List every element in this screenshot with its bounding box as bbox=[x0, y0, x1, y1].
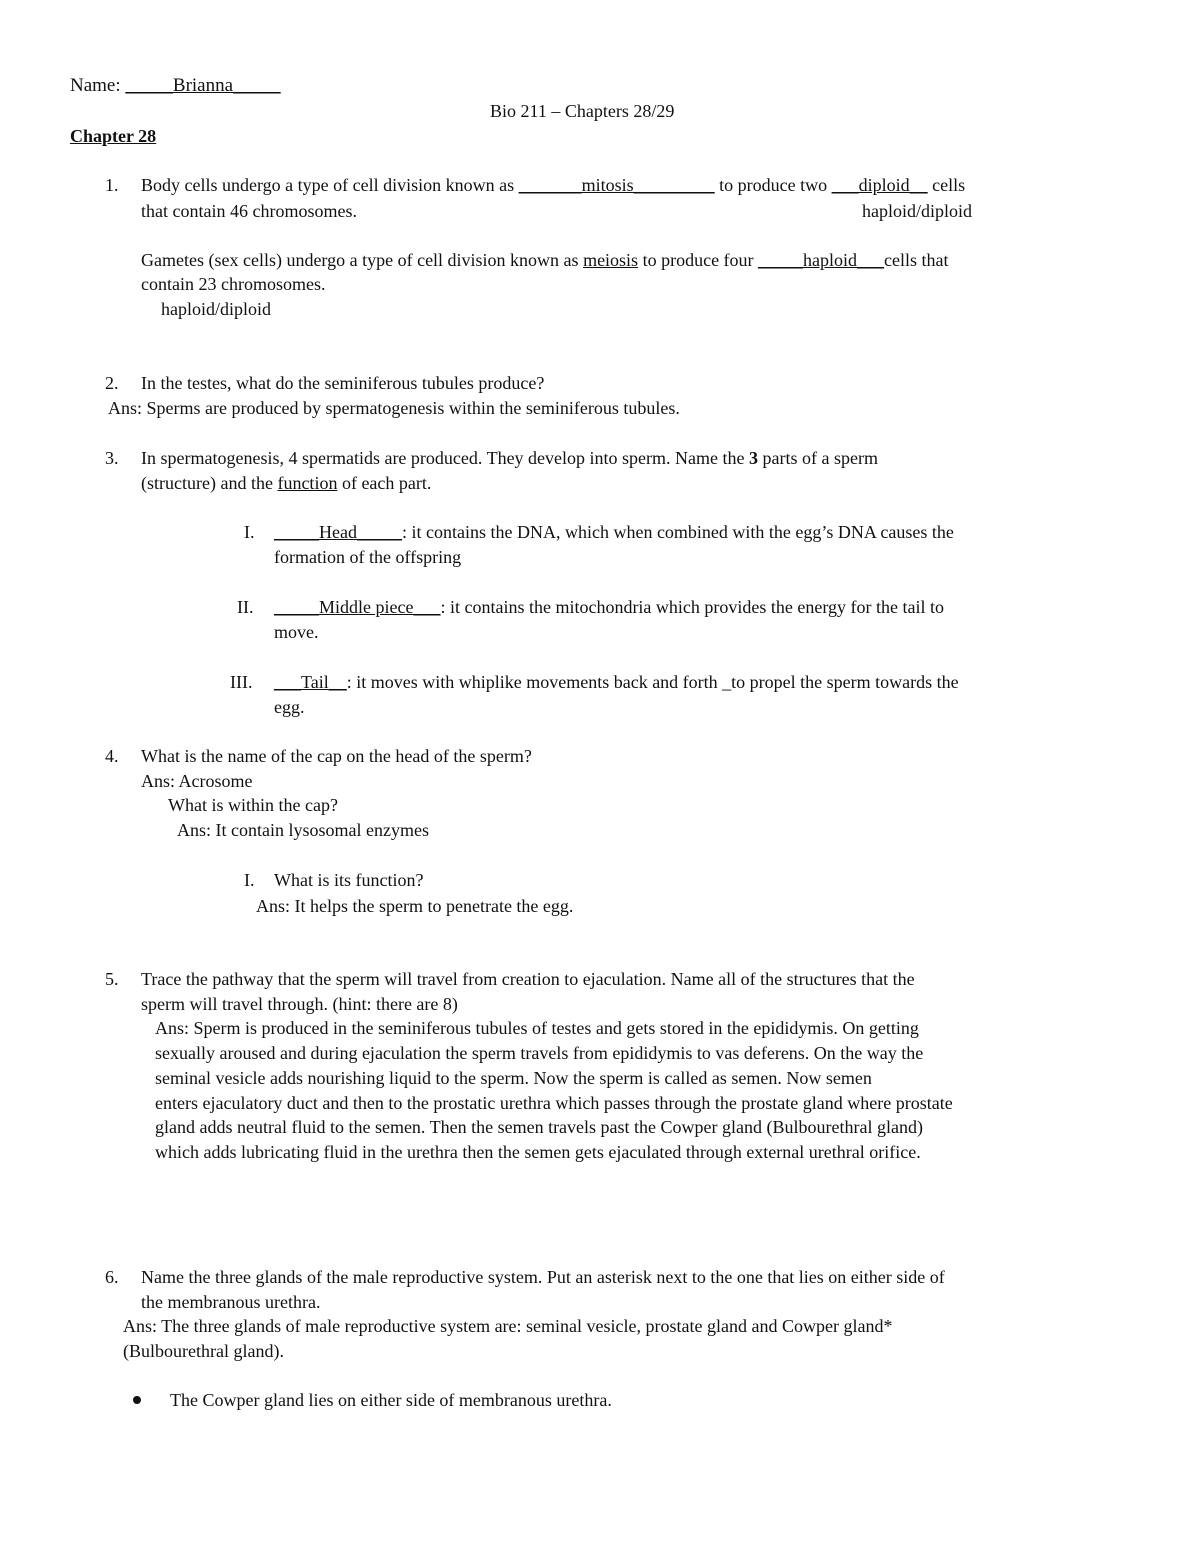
q5-question-line1: Trace the pathway that the sperm will travel from creation to ejaculation. Name all of the structures that the bbox=[141, 969, 915, 989]
q1-line2: that contain 46 chromosomes. bbox=[141, 201, 357, 221]
diploid-answer[interactable]: ___diploid__ bbox=[831, 175, 928, 195]
q4-item-answer: Ans: It helps the sperm to penetrate the egg. bbox=[256, 896, 574, 916]
q4-answer: Ans: Acrosome bbox=[141, 771, 253, 791]
q3-line2: (structure) and the function of each part. bbox=[141, 473, 432, 493]
part-middle-line2: move. bbox=[274, 622, 319, 642]
part-middle-line1: _____Middle piece___: it contains the mitochondria which provides the energy for the tail to bbox=[274, 597, 945, 617]
part-tail-line1: ___Tail__: it moves with whiplike movements back and forth _to propel the sperm towards the bbox=[274, 672, 959, 692]
q6-answer-line1: Ans: The three glands of male reproductive system are: seminal vesicle, prostate gland and Cowper gland* bbox=[123, 1316, 893, 1336]
q6-question-line2: the membranous urethra. bbox=[141, 1292, 321, 1312]
q5-answer-line: enters ejaculatory duct and then to the prostatic urethra which passes through the prostate gland where prostate bbox=[155, 1093, 953, 1113]
q5-answer-line: seminal vesicle adds nourishing liquid to the sperm. Now the sperm is called as semen. Now semen bbox=[155, 1068, 872, 1088]
q5-answer-line: gland adds neutral fluid to the semen. Then the semen travels past the Cowper gland (Bulbourethral gland) bbox=[155, 1117, 923, 1137]
q4-number: 4. bbox=[105, 746, 119, 766]
q4-sub-answer: Ans: It contain lysosomal enzymes bbox=[177, 820, 429, 840]
q6-number: 6. bbox=[105, 1267, 119, 1287]
q2-number: 2. bbox=[105, 373, 119, 393]
haploid-answer[interactable]: _____haploid___ bbox=[758, 250, 885, 270]
q5-number: 5. bbox=[105, 969, 119, 989]
q2-answer: Ans: Sperms are produced by spermatogenesis within the seminiferous tubules. bbox=[108, 398, 680, 418]
q5-question-line2: sperm will travel through. (hint: there are 8) bbox=[141, 994, 458, 1014]
q1-hint-2: haploid/diploid bbox=[161, 299, 271, 319]
name-label: Name: bbox=[70, 75, 121, 96]
q2-question: In the testes, what do the seminiferous tubules produce? bbox=[141, 373, 545, 393]
q4-item-number: I. bbox=[244, 870, 255, 890]
q4-question: What is the name of the cap on the head of the sperm? bbox=[141, 746, 532, 766]
q1-hint-1: haploid/diploid bbox=[862, 201, 972, 221]
q5-answer-line: which adds lubricating fluid in the urethra then the semen gets ejaculated through external urethral orifice. bbox=[155, 1142, 921, 1162]
name-value: Brianna bbox=[172, 75, 234, 96]
name-line bbox=[70, 75, 281, 97]
mitosis-answer[interactable]: _______mitosis_________ bbox=[518, 175, 715, 195]
part-tail-line2: egg. bbox=[274, 697, 305, 717]
q1-line1: Body cells undergo a type of cell division known as _______mitosis_________ to produce two ___diploid__ cells bbox=[141, 175, 966, 195]
part-number: III. bbox=[230, 672, 253, 692]
q4-sub-question: What is within the cap? bbox=[168, 795, 338, 815]
q4-item-question: What is its function? bbox=[274, 870, 424, 890]
head-answer[interactable]: _____Head_____ bbox=[274, 522, 402, 542]
part-number: I. bbox=[244, 522, 255, 542]
q1-number: 1. bbox=[105, 175, 119, 195]
chapter-heading: Chapter 28 bbox=[70, 126, 157, 146]
q1-gametes-line2: contain 23 chromosomes. bbox=[141, 274, 326, 294]
name-field[interactable]: _____Brianna_____ bbox=[125, 75, 281, 96]
meiosis-term: meiosis bbox=[583, 250, 639, 270]
q6-question-line1: Name the three glands of the male reproductive system. Put an asterisk next to the one that lies on either side of bbox=[141, 1267, 945, 1287]
part-number: II. bbox=[237, 597, 254, 617]
part-head-line1: _____Head_____: it contains the DNA, which when combined with the egg’s DNA causes the bbox=[274, 522, 954, 542]
q3-number: 3. bbox=[105, 448, 119, 468]
part-head-line2: formation of the offspring bbox=[274, 547, 462, 567]
course-title: Bio 211 – Chapters 28/29 bbox=[490, 101, 675, 121]
q6-answer-line2: (Bulbourethral gland). bbox=[123, 1341, 284, 1361]
q5-answer-line: Ans: Sperm is produced in the seminiferous tubules of testes and gets stored in the epididymis. On getting bbox=[155, 1018, 919, 1038]
tail-answer[interactable]: ___Tail__ bbox=[274, 672, 347, 692]
q5-answer-line: sexually aroused and during ejaculation the sperm travels from epididymis to vas deferens. On the way the bbox=[155, 1043, 924, 1063]
bullet-icon bbox=[133, 1396, 141, 1404]
q1-gametes-line1: Gametes (sex cells) undergo a type of cell division known as meiosis to produce four _____haploid___cells that bbox=[141, 250, 949, 270]
q6-bullet-text: The Cowper gland lies on either side of membranous urethra. bbox=[170, 1390, 612, 1410]
q3-line1: In spermatogenesis, 4 spermatids are produced. They develop into sperm. Name the 3 parts of a sperm bbox=[141, 448, 878, 468]
middle-piece-answer[interactable]: _____Middle piece___ bbox=[274, 597, 441, 617]
